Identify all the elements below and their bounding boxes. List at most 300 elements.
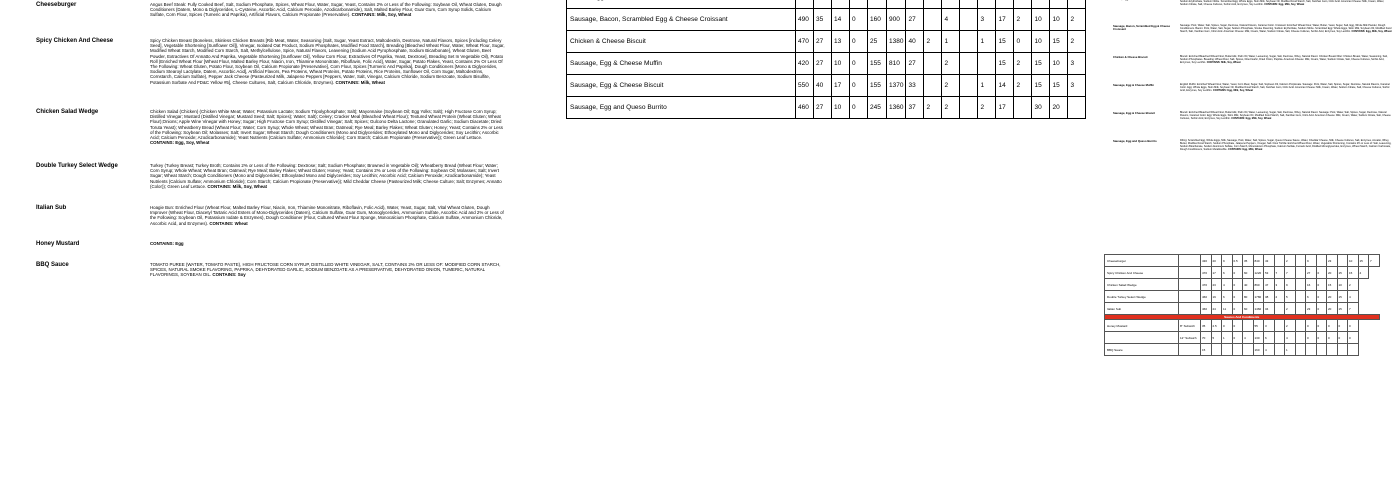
mini-value-cell: 15 xyxy=(1337,267,1348,279)
nutrition-value-cell xyxy=(996,0,1014,9)
nutrition-value-cell xyxy=(924,53,942,75)
mini-value-cell: 5 xyxy=(1211,332,1222,344)
nutrition-value-cell xyxy=(868,0,887,9)
nutrition-value-cell: 27 xyxy=(814,31,832,53)
nutrition-value-cell: 2 xyxy=(1068,31,1086,53)
mini-value-cell: 1 xyxy=(1222,332,1233,344)
mini-value-cell: 4 xyxy=(1222,279,1233,291)
nutrition-value-cell xyxy=(1068,0,1086,9)
mini-value-cell: 2 xyxy=(1274,291,1285,303)
mini-value-cell xyxy=(1295,255,1306,267)
mini-value-cell: 1 xyxy=(1285,344,1296,356)
mini-item-name: Italian Sub xyxy=(1105,303,1179,315)
nutrition-value-cell: 155 xyxy=(868,53,887,75)
nutrition-row xyxy=(567,97,1086,119)
nutrition-row xyxy=(567,0,1086,9)
mini-value-cell: 16 xyxy=(1306,279,1317,291)
nutrition-value-cell: 14 xyxy=(996,75,1014,97)
mini-value-cell: 0 xyxy=(1232,303,1243,315)
ingredient-text: Hoagie Bun: Enriched Flour (Wheat Flour, Malted Barley Flour, Niacin, Iron, Thiamine Mononitrate, Riboflavin, Folic Acid), Water, Yeast, Sugar, Salt, Vital Wheat Gluten, Dough Improver (Wheat Flour, Diacetyl Tartaric Acid Esters of Mono-Diglycerides (Datem), Calcium Sulfate, Guar Gum, Monoglycerides, Ammonium Sulfate, Ascorbic Acid and 2% or Less of the Following: Soybean Oil, Potassium Iodate & Enzymes), Dough Conditioner (Flour, Cultured Wheat Flour Sponge, Monocalcium Phosphate, Calcium Sulfate, Ammonium Chloride, Ascorbic Acid, and Enzymes). CONTAINS: Wheat xyxy=(150,205,504,226)
mini-nutrition-row xyxy=(1105,291,1380,303)
nutrition-value-cell xyxy=(906,0,924,9)
nutrition-value-cell: 35 xyxy=(814,9,832,31)
ingredient-text: Biscuit: Enriched Bleached Wheat Flour, Buttermilk, Palm Oil, Water, Leavening, Sugar, Salt, Dextrose, Whey, Natural Flavor. Chicken Breast Fillet: Chicken Breast, Water, Seasoning, Salt, Sodium Phosphates. Breading: Wheat Flour, Salt, Spices, Dried Garlic, Dried Onion, Paprika. American Cheese: Milk, Cream, Water, Sodium Citrate, Salt, Cheese Cultures, Sorbic Acid, Enzymes, Soy Lecithin. CONTAINS: Milk, Soy, Wheat xyxy=(1180,55,1388,64)
mini-value-cell: 0.5 xyxy=(1232,255,1243,267)
mini-value-cell: 7 xyxy=(1348,303,1359,315)
breakfast-ingredient-row xyxy=(1113,0,1393,18)
nutrition-value-cell: 900 xyxy=(887,9,906,31)
mini-value-cell: 1780 xyxy=(1253,291,1264,303)
ingredient-list xyxy=(0,0,510,500)
nutrition-value-cell xyxy=(1014,0,1032,9)
mini-value-cell: 23 xyxy=(1211,279,1222,291)
mini-value-cell: 7 xyxy=(1274,267,1285,279)
nutrition-value-cell: 470 xyxy=(796,31,814,53)
nutrition-value-cell: 15 xyxy=(1032,75,1050,97)
nutrition-value-cell xyxy=(978,0,996,9)
ingredient-text: English Muffin: Enriched Wheat Flour, Water, Yeast, Corn Meal, Sugar, Salt, Soybean Oil, Calcium Propionate. Sausage: Pork, Water, Salt, Spices, Sugar, Dextrose, Natural Flavors, Caramel Color. Egg: Whole Eggs, Skim Milk, Soybean Oil, Modified Food Starch, Salt, Xanthan Gum, Citric Acid. American Cheese: Milk, Cream, Water, Sodium Citrate, Salt, Cheese Cultures, Sorbic Acid, Enzymes, Soy Lecithin. CONTAINS: Egg, Milk, Soy, Wheat xyxy=(1180,83,1390,92)
mini-value-cell xyxy=(1274,303,1285,315)
nutrition-value-cell: 10 xyxy=(1032,9,1050,31)
mini-value-cell: 0 xyxy=(1316,320,1327,332)
item-name: Honey Mustard xyxy=(36,241,80,247)
nutrition-item-name: Sausage, Egg & Cheese Muffin xyxy=(567,53,796,75)
mini-value-cell: 0 xyxy=(1232,332,1243,344)
mini-item-name: Chicken Salad Wedge xyxy=(1105,279,1179,291)
mini-value-cell: 70 xyxy=(1201,332,1212,344)
nutrition-value-cell: 1380 xyxy=(887,31,906,53)
nutrition-value-cell: 1 xyxy=(978,75,996,97)
nutrition-table xyxy=(566,0,1086,119)
mini-value-cell xyxy=(1295,320,1306,332)
nutrition-value-cell: 37 xyxy=(906,97,924,119)
mini-value-cell: 2 xyxy=(1348,279,1359,291)
nutrition-value-cell: 15 xyxy=(996,31,1014,53)
mini-value-cell xyxy=(1316,344,1327,356)
ingredient-text xyxy=(150,241,505,246)
mini-value-cell: 9 xyxy=(1285,279,1296,291)
nutrition-value-cell: 17 xyxy=(832,75,850,97)
mini-nutrition-row xyxy=(1105,303,1380,315)
mini-item-name: Spicy Chicken And Cheese xyxy=(1105,267,1179,279)
nutrition-value-cell xyxy=(960,9,978,31)
mini-serving-size: 12" Subwich xyxy=(1179,332,1201,344)
ingredient-text: Angus Beef Steak: Fully Cooked Beef, Salt, Sodium Phosphate, Spices, Wheat Flour, Water, Sugar, Yeast, Contains 2% or Less of the Following: Soybean Oil, Wheat Gluten, Dough Conditioners (Datem, Mono & Diglycerides, L-Cysteine, Ascorbic Acid, Calcium Peroxide, Azodicarbonamide), Salt, Malted Barley Flour, Guar Gum, Corn Syrup Solids, Calcium Sulfate, Corn Flour, Spices (Tumeric and Paprika), Artificial Flavors, Calcium Propionate (Preservative). CONTAINS: Milk, Soy, Wheat xyxy=(150,2,502,18)
mini-value-cell: 0 xyxy=(1316,279,1327,291)
ingredient-row-spicy-chicken xyxy=(0,38,510,102)
mini-value-cell: 2 xyxy=(1285,320,1296,332)
mini-value-cell: 11 xyxy=(1222,303,1233,315)
allergen-statement: CONTAINS: Milk, Soy, Wheat xyxy=(207,183,267,189)
mini-value-cell: 0 xyxy=(1232,291,1243,303)
nutrition-value-cell xyxy=(1068,97,1086,119)
nutrition-value-cell xyxy=(924,9,942,31)
mini-nutrition-row xyxy=(1105,332,1380,344)
mini-value-cell xyxy=(1211,344,1222,356)
nutrition-value-cell: 10 xyxy=(1050,9,1068,31)
mini-value-cell: 6 xyxy=(1264,332,1275,344)
mini-value-cell: 0 xyxy=(1306,332,1317,344)
nutrition-value-cell: 40 xyxy=(906,31,924,53)
mini-value-cell: 0 xyxy=(1337,332,1348,344)
mini-value-cell: 23 xyxy=(1306,303,1317,315)
mini-nutrition-row xyxy=(1105,344,1380,356)
mini-value-cell: 0 xyxy=(1222,320,1233,332)
ingredient-text: Spicy Chicken Breast (Boneless, Skinless Chicken Breasts [Rib Meat, Water, Seasoning {Salt, Sugar, Yeast Extract, Maltodextrin, Dextrose, Natural Flavors, Spices [including Celery Seed], Vegetable Shortening [Sunflower Oil]}, Vinegar, Isolated Oat Product, Sodium Phosphates, Modified Food Starch], Breading [Bleached Wheat Flour, Water, Wheat Flour, Sugar, Modified Wheat Starch, Modified Corn Starch, Salt, Methylcellulose, Spice, Natural Flavors, Leavening {Sodium Acid Pyrophosphate, Sodium Bicarbonate}, Wheat Gluten, Beet Powder, Extractives Of Annatto And Paprika, Vegetable Shortening [Sunflower Oil], Yellow Corn Flour, Extractives Of Paprika, Yeast, Dextrose], Breading Set In Vegetable Oil), Potato Roll (Enriched Wheat Flour [Wheat Flour, Malted Barley Flour, Niacin, Iron, Thiamine Mononitrate, Riboflavin, Folic Acid], Water, Sugar, Potato Flakes, Yeast, Contains 2% Or Less Of The Following: Wheat Gluten, Potato Flour, Soybean Oil, Calcium Propionate [Preservative], Corn Flour, Spices [Turmeric And Paprika], Dough Conditioners [Mono & Diglycerides, Sodium Stearoyl Lactylate, Datem, Ascorbic Acid], Artificial Flavors, Pea Proteins, Wheat Proteins, Potato Proteins, Rice Proteins, Sunflower Oil, Corn Sugar, Maltodextrins, Cornstarch, Calcium Sulfate), Pepper Jack Cheese (Pasteurized Milk, Jalapeno Peppers [Peppers, Water, Salt, Vinegar, Calcium Chloride, Sodium Benzoate, Sodium Bisulfite, Potassium Sorbate And FD&C Yellow #5], Cheese Cultures, Salt, Calcium Chloride, Enzymes). CONTAINS: Milk, Wheat xyxy=(150,38,505,85)
nutrition-value-cell: 2 xyxy=(978,97,996,119)
mini-value-cell: 20 xyxy=(1327,303,1338,315)
item-name: Double Turkey Select Wedge xyxy=(36,163,118,169)
nutrition-value-cell: 160 xyxy=(868,9,887,31)
mini-value-cell: 80 xyxy=(1243,291,1254,303)
allergen-statement: CONTAINS: Egg, Milk, Wheat xyxy=(1228,147,1263,151)
nutrition-value-cell: 17 xyxy=(996,97,1014,119)
nutrition-value-cell: 2 xyxy=(1068,9,1086,31)
mini-value-cell: 840 xyxy=(1253,255,1264,267)
mini-value-cell: 0 xyxy=(1232,267,1243,279)
nutrition-value-cell xyxy=(1032,0,1050,9)
mini-value-cell: 6 xyxy=(1222,291,1233,303)
mini-value-cell: 20 xyxy=(1327,291,1338,303)
nutrition-value-cell xyxy=(1014,97,1032,119)
mini-value-cell: 23 xyxy=(1327,255,1338,267)
item-name: Italian Sub xyxy=(36,205,67,211)
ingredient-row-cheeseburger xyxy=(0,2,510,32)
ingredient-text: Turkey (Turkey Breast; Turkey Broth; Contains 2% or Less of the Following: Dextrose; Salt; Sodium Phosphate; Browned in Vegetable Oil); Wheatberry Bread (Wheat Flour; Water; Corn Syrup; Whole Wheat; Wheat Bran; Oatmeal; Rye Meal; Barley Flakes; Wheat Gluten; Honey; Yeast; Contains 2% or Less of the Following: Soybean Oil; Molasses; Salt; Invert Sugar; Wheat Starch; Dough Conditioners (Mono and Diglycerides; Ethoxylated Mono and Diglycerides; Soy Lecithin; Ascorbic Acid; Calcium Peroxide; Azodicarbonamide); Yeast Nutrients (Calcium Sulfate; Ammonium Chloride); Corn Starch; Calcium Propionate (Preservative)); Mild Cheddar Cheese (Pasteurized Milk; Cheese Culture; Salt; Enzymes; Annatto (Color)); Green Leaf Lettuce. CONTAINS: Milk, Soy, Wheat xyxy=(150,163,502,189)
nutrition-value-cell: 30 xyxy=(1032,97,1050,119)
mini-value-cell xyxy=(1306,344,1317,356)
ingredient-row-chicken-salad xyxy=(0,109,510,151)
nutrition-value-cell: 27 xyxy=(814,53,832,75)
allergen-statement: CONTAINS: Egg, Milk, Soy, Wheat xyxy=(1351,29,1392,33)
mini-serving-size xyxy=(1179,255,1201,267)
mini-value-cell: 24 xyxy=(1211,303,1222,315)
mini-value-cell: 4 xyxy=(1358,267,1369,279)
nutrition-value-cell xyxy=(1050,0,1068,9)
nutrition-value-cell: 25 xyxy=(868,31,887,53)
allergen-statement: CONTAINS: Egg, Milk, Soy, Wheat xyxy=(1264,2,1305,6)
allergen-statement: CONTAINS: Egg xyxy=(150,241,184,246)
mini-value-cell xyxy=(1222,344,1233,356)
ingredient-text: Biscuit: Enriched Bleached Wheat Flour, Buttermilk, Palm Oil, Water, Leavening, Sugar, Salt, Dextrose, Whey, Natural Flavor. Sausage: Pork, Water, Salt, Spices, Sugar, Dextrose, Natural Flavors, Caramel Color. Egg: Whole Eggs, Skim Milk, Soybean Oil, Modified Food Starch, Salt, Xanthan Gum, Citric Acid. American Cheese: Milk, Cream, Water, Sodium Citrate, Salt, Cheese Cultures, Sorbic Acid, Enzymes, Soy Lecithin. CONTAINS: Egg, Milk, Soy, Wheat xyxy=(1180,111,1391,120)
mini-value-cell: 0 xyxy=(1327,332,1338,344)
mini-nutrition-row xyxy=(1105,255,1380,267)
ingredient-row-honey-mustard xyxy=(0,241,510,251)
mini-nutrition-table xyxy=(1104,254,1380,356)
nutrition-value-cell xyxy=(850,0,868,9)
nutrition-value-cell: 10 xyxy=(1032,31,1050,53)
nutrition-value-cell: 2 xyxy=(924,31,942,53)
mini-serving-size xyxy=(1179,291,1201,303)
ingredient-row-bbq-sauce xyxy=(0,262,510,280)
breakfast-ingredient-row xyxy=(1113,56,1393,74)
nutrition-value-cell: 490 xyxy=(796,9,814,31)
nutrition-value-cell: 27 xyxy=(906,53,924,75)
item-name: Chicken & Cheese Biscuit xyxy=(1113,55,1148,59)
mini-value-cell: 53 xyxy=(1264,267,1275,279)
nutrition-value-cell: 0 xyxy=(1014,31,1032,53)
nutrition-value-cell: 20 xyxy=(1050,97,1068,119)
mini-value-cell xyxy=(1295,303,1306,315)
nutrition-value-cell: 3 xyxy=(1068,53,1086,75)
mini-value-cell: 60 xyxy=(1243,267,1254,279)
mini-value-cell: 0 xyxy=(1316,291,1327,303)
nutrition-row xyxy=(567,9,1086,31)
mini-value-cell xyxy=(1232,344,1243,356)
mini-item-name xyxy=(1105,332,1179,344)
mini-value-cell xyxy=(1243,320,1254,332)
mini-value-cell: 6 xyxy=(1306,291,1317,303)
mini-value-cell: 460 xyxy=(1201,291,1212,303)
mini-value-cell xyxy=(1316,255,1327,267)
nutrition-value-cell: 15 xyxy=(1032,53,1050,75)
nutrition-value-cell: 40 xyxy=(814,75,832,97)
nutrition-value-cell: 550 xyxy=(796,75,814,97)
mini-value-cell: 3 xyxy=(1274,279,1285,291)
mini-value-cell: 0 xyxy=(1337,320,1348,332)
ingredient-row-italian-sub xyxy=(0,205,510,229)
nutrition-value-cell: 420 xyxy=(796,53,814,75)
nutrition-value-cell xyxy=(960,53,978,75)
mini-value-cell xyxy=(1295,344,1306,356)
item-name xyxy=(1113,0,1173,1)
mini-value-cell xyxy=(1295,291,1306,303)
nutrition-value-cell: 1 xyxy=(978,31,996,53)
mini-value-cell: 4 xyxy=(1243,332,1254,344)
nutrition-value-cell: 2 xyxy=(1014,75,1032,97)
nutrition-value-cell: 1 xyxy=(942,31,960,53)
mini-value-cell xyxy=(1274,320,1285,332)
mini-item-name: BBQ Sauce xyxy=(1105,344,1179,356)
mini-nutrition-row xyxy=(1105,267,1380,279)
mini-value-cell xyxy=(1337,344,1348,356)
mini-value-cell: 47 xyxy=(1264,279,1275,291)
nutrition-value-cell: 14 xyxy=(832,9,850,31)
mini-serving-size xyxy=(1179,267,1201,279)
mini-value-cell: 27 xyxy=(1306,267,1317,279)
mini-value-cell: 130 xyxy=(1253,332,1264,344)
nutrition-row xyxy=(567,53,1086,75)
nutrition-value-cell: 33 xyxy=(906,75,924,97)
mini-value-cell: 0 xyxy=(1327,320,1338,332)
mini-value-cell: 35 xyxy=(1243,255,1254,267)
nutrition-value-cell: 27 xyxy=(906,9,924,31)
mini-value-cell: 2 xyxy=(1285,303,1296,315)
nutrition-value-cell: 2 xyxy=(924,97,942,119)
allergen-statement: CONTAINS: Egg, Milk, Soy, Wheat xyxy=(1212,88,1254,92)
mini-value-cell: 9 xyxy=(1306,255,1317,267)
nutrition-value-cell: 10 xyxy=(1050,53,1068,75)
mini-value-cell: 0 xyxy=(1348,332,1359,344)
nutrition-value-cell xyxy=(887,0,906,9)
section-header-label: Sauces And Condiments xyxy=(1105,315,1380,320)
nutrition-value-cell: 2 xyxy=(1014,9,1032,31)
nutrition-value-cell: 810 xyxy=(887,53,906,75)
mini-value-cell: 15 xyxy=(1327,279,1338,291)
nutrition-row xyxy=(567,31,1086,53)
nutrition-value-cell: 27 xyxy=(814,97,832,119)
mini-value-cell: 15 xyxy=(1348,267,1359,279)
mini-value-cell xyxy=(1348,344,1359,356)
allergen-statement: CONTAINS: Milk, Wheat xyxy=(335,79,385,85)
mini-value-cell: 0 xyxy=(1306,320,1317,332)
mini-value-cell: 7 xyxy=(1285,267,1296,279)
mini-value-cell: 38 xyxy=(1264,291,1275,303)
nutrition-value-cell xyxy=(960,97,978,119)
mini-value-cell: 15 xyxy=(1201,344,1212,356)
mini-value-cell: 460 xyxy=(1201,303,1212,315)
nutrition-value-cell: 15 xyxy=(1050,75,1068,97)
mini-value-cell xyxy=(1243,344,1254,356)
item-name: Sausage, Egg and Queso Burrito xyxy=(1113,139,1157,143)
mini-item-name: Double Turkey Select Wedge xyxy=(1105,291,1179,303)
mini-value-cell: 9 xyxy=(1222,255,1233,267)
nutrition-value-cell: 13 xyxy=(832,31,850,53)
nutrition-value-cell: 2 xyxy=(942,97,960,119)
nutrition-value-cell: 245 xyxy=(868,97,887,119)
item-name: Chicken Salad Wedge xyxy=(36,109,99,115)
mini-value-cell: 470 xyxy=(1201,279,1212,291)
nutrition-value-cell: 15 xyxy=(1050,31,1068,53)
mini-value-cell: 4 xyxy=(1285,332,1296,344)
mini-value-cell xyxy=(1337,255,1348,267)
nutrition-item-name: Sausage, Egg & Cheese Biscuit xyxy=(567,75,796,97)
nutrition-value-cell xyxy=(924,75,942,97)
allergen-statement: CONTAINS: Milk, Soy, Wheat xyxy=(351,12,412,18)
nutrition-value-cell: 15 xyxy=(996,53,1014,75)
mini-value-cell: 0 xyxy=(1232,279,1243,291)
mini-value-cell: 1460 xyxy=(1253,303,1264,315)
nutrition-value-cell: 0 xyxy=(850,75,868,97)
mini-value-cell: 43 xyxy=(1264,255,1275,267)
mini-value-cell: 4 xyxy=(1264,344,1275,356)
nutrition-row xyxy=(567,75,1086,97)
nutrition-item-name: Sausage, Egg and Queso Burrito xyxy=(567,97,796,119)
mini-value-cell: 1220 xyxy=(1253,267,1264,279)
mini-value-cell: 19 xyxy=(1211,291,1222,303)
mini-value-cell xyxy=(1295,332,1306,344)
mini-value-cell: 0 xyxy=(1316,267,1327,279)
nutrition-value-cell: 17 xyxy=(996,9,1014,31)
mini-value-cell: 4 xyxy=(1348,291,1359,303)
ingredient-text: TOMATO PUREE (WATER, TOMATO PASTE), HIGH FRUCTOSE CORN SYRUP, DISTILLED WHITE VINEGAR, SALT, CONTAINS 2% OR LESS OF: MODIFIED CORN STARCH, SPICES, NATURAL SMOKE FLAVORING, PAPRIKA, DEHYDRATED GARLIC, SODIUM BENZOATE AS A PRESERVATIVE, DEHYDRATED ONION, TUMERIC, NATURAL FLAVORINGS, SOYBEAN OIL. CONTAINS: Soy xyxy=(150,262,501,278)
item-name: Sausage, Bacon, Scrambled Egg & Cheese Croissant xyxy=(1113,24,1171,32)
mini-value-cell: 60 xyxy=(1243,303,1254,315)
nutrition-value-cell: 2 xyxy=(1014,53,1032,75)
mini-nutrition-row xyxy=(1105,279,1380,291)
mini-value-cell: 34 xyxy=(1264,303,1275,315)
mini-value-cell: 470 xyxy=(1201,267,1212,279)
mini-serving-size xyxy=(1179,279,1201,291)
mini-value-cell: 0 xyxy=(1316,332,1327,344)
mini-value-cell xyxy=(1274,255,1285,267)
ingredient-text: Chicken Salad (Chicken) (Chicken White Meat; Water; Potassium Lactate; Sodium Tripolyphosphate; Salt); Mayonnaise (Soybean Oil; Egg Yolks; Salt); High Fructose Corn Syrup; Distilled Vinegar; Mustard (Distilled Vinegar; Mustard Seed; Salt; Spices); Water; Salt); Celery; Cracker Meal (Bleached Wheat Flour); Textured Wheat Protein (Wheat Gluten; Wheat Flour);Onions; Apple Wine Vinegar with Honey; Sugar; High Fructose Corn Syrup; Distilled Vinegar; Salt; Spices; Gulcono Delta Lactone; Granulated Garlic; Sodium Diacetate; Dried Toruta Yeast); Wheatberry Bread (Wheat Flour; Water; Corn Syrup; Whole Wheat; Wheat Bran; Oatmeal; Rye Meal; Barley Flakes; Wheat Gluten; Honey; Yeast; Contains 2% or Less of the Following: Soybean Oil; Molasses; Salt; Invert Sugar; Wheat Starch; Dough Conditioners (Mono and Diglycerides; Ethoxylated Mono and Diglycerides; Soy Lecithin; Ascorbic Acid; Calcium Peroxide; Azodicarbonamide); Yeast Nutrients (Calcium Sulfate; Ammonium Chloride); Corn Starch; Calcium Propionate (Preservative)); Green Leaf Lettuce. CONTAINS: Egg, Soy, Wheat xyxy=(150,109,503,146)
item-name: Spicy Chicken And Cheese xyxy=(36,38,114,44)
nutrition-value-cell xyxy=(942,0,960,9)
nutrition-value-cell xyxy=(796,0,814,9)
nutrition-value-cell: 155 xyxy=(868,75,887,97)
item-name: Sausage, Egg & Cheese Muffin xyxy=(1113,83,1155,87)
mini-value-cell: 40 xyxy=(1243,279,1254,291)
mini-value-cell: 20 xyxy=(1211,255,1222,267)
mini-value-cell: 15 xyxy=(1337,303,1348,315)
mini-value-cell: 0 xyxy=(1348,320,1359,332)
mini-value-cell: 5 xyxy=(1285,291,1296,303)
mini-value-cell xyxy=(1327,344,1338,356)
nutrition-value-cell xyxy=(832,0,850,9)
nutrition-value-cell: 10 xyxy=(832,97,850,119)
mini-value-cell: 430 xyxy=(1201,255,1212,267)
breakfast-ingredient-row xyxy=(1113,84,1393,102)
ingredient-text: Sausage: Pork, Water, Salt, Spices, Sugar, Dextrose, Natural Flavors, Caramel Color. Croissant: Enriched Wheat Flour, Water, Butter, Yeast, Sugar, Salt, Egg, Whole Milk Powder, Dough Conditioners. Bacon: Pork, Water, Salt, Sugar, Sodium Phosphate, Smoke Flavoring, Sodium Erythorbate, Sodium Nitrite. Scrambled Egg: Whole Eggs, Skim Milk, Soybean Oil, Modified Food Starch, Salt, Xanthan Gum, Citric Acid. American Cheese: Milk, Cream, Water, Sodium Citrate, Salt, Cheese Cultures, Sorbic Acid, Enzymes, Soy Lecithin. CONTAINS: Egg, Milk, Soy, Wheat xyxy=(1180,24,1392,33)
mini-value-cell: 2 xyxy=(1285,255,1296,267)
nutrition-value-cell xyxy=(814,0,832,9)
allergen-statement: CONTAINS: Soy xyxy=(212,272,246,278)
mini-value-cell: 20 xyxy=(1327,267,1338,279)
mini-value-cell: 0 xyxy=(1316,303,1327,315)
nutrition-value-cell: 460 xyxy=(796,97,814,119)
mini-value-cell xyxy=(1295,279,1306,291)
mini-value-cell: 160 xyxy=(1253,344,1264,356)
nutrition-value-cell: 0 xyxy=(850,53,868,75)
mini-serving-size xyxy=(1179,344,1201,356)
nutrition-value-cell xyxy=(960,75,978,97)
mini-value-cell: 15 xyxy=(1358,255,1369,267)
nutrition-value-cell: 4 xyxy=(942,9,960,31)
mini-value-cell: 890 xyxy=(1253,279,1264,291)
ingredient-text: Sodium Erythorbate, Sodium Nitrite. Scrambled Egg: Whole Eggs, Skim Milk, Soybean Oil, Modified Food Starch, Salt, Xanthan Gum, Citric Acid. American Cheese: Milk, Cream, Water, Sodium Citrate, Salt, Cheese Cultures, Sorbic Acid, Enzymes, Soy Lecithin. CONTAINS: Egg, Milk, Soy, Wheat xyxy=(1180,0,1385,6)
mini-serving-size xyxy=(1179,303,1201,315)
nutrition-value-cell xyxy=(924,0,942,9)
nutrition-item-name: Sausage, Bacon, Scrambled Egg & Cheese Croissant xyxy=(567,9,796,31)
mini-value-cell xyxy=(1274,332,1285,344)
mini-item-name: Honey Mustard xyxy=(1105,320,1179,332)
item-name: BBQ Sauce xyxy=(36,262,69,268)
mini-value-cell: 55 xyxy=(1253,320,1264,332)
nutrition-value-cell xyxy=(978,53,996,75)
item-name: Sausage, Egg & Cheese Biscuit xyxy=(1113,111,1155,115)
mini-value-cell: 10 xyxy=(1337,279,1348,291)
allergen-statement: CONTAINS: Egg, Milk, Soy, Wheat xyxy=(1231,116,1272,120)
breakfast-ingredient-row xyxy=(1113,112,1393,132)
mini-value-cell: 15 xyxy=(1337,291,1348,303)
mini-value-cell: 35 xyxy=(1201,320,1212,332)
mini-value-cell: 2.5 xyxy=(1211,320,1222,332)
nutrition-value-cell: 1370 xyxy=(887,75,906,97)
mini-value-cell xyxy=(1274,344,1285,356)
nutrition-item-name: Chicken & Cheese Biscuit xyxy=(567,31,796,53)
nutrition-item-name xyxy=(567,0,796,9)
nutrition-value-cell xyxy=(960,0,978,9)
mini-value-cell: 0 xyxy=(1232,320,1243,332)
allergen-statement: CONTAINS: Wheat xyxy=(209,220,248,226)
nutrition-value-cell: 0 xyxy=(850,31,868,53)
mini-value-cell: 3 xyxy=(1264,320,1275,332)
allergen-statement: CONTAINS: Milk, Soy, Wheat xyxy=(1206,60,1241,64)
mini-value-cell: 10 xyxy=(1348,255,1359,267)
mini-serving-size: 8" Subwich xyxy=(1179,320,1201,332)
ingredient-text: Filling: Scrambled Egg, Whole Eggs, Milk, Sausage, Pork, Water, Salt, Spices, Sugar, Queso Cheese Sauce, Water, Cheddar Cheese, Milk, Cheese Cultures, Salt, Enzymes, Annatto, Whey, Butter, Modified Food Starch, Sodium Phosphate, Jalapeno Peppers, Vinegar, Salt. Flour Tortilla: Enriched Wheat Flour, Water, Vegetable Shortening, Contains 2% or Less of: Salt, Leavening, Sodium Bicarbonate, Sodium Aluminum Sulfate, Corn Starch, Monocalcium Phosphate, Calcium Sulfate, Fumaric Acid, Distilled Monoglycerides, Enzymes, Wheat Starch, Calcium Carbonate, Dough Conditioners, Sodium Metabisulfite. CONTAINS: Egg, Milk, Wheat xyxy=(1180,139,1392,151)
mini-item-name: Cheeseburger xyxy=(1105,255,1179,267)
nutrition-value-cell: 0 xyxy=(850,97,868,119)
mini-value-cell: 17 xyxy=(1211,267,1222,279)
mini-value-cell: 7 xyxy=(1369,255,1380,267)
nutrition-value-cell xyxy=(960,31,978,53)
mini-value-cell xyxy=(1295,267,1306,279)
breakfast-ingredient-row xyxy=(1113,25,1393,49)
nutrition-value-cell: 3 xyxy=(978,9,996,31)
nutrition-value-cell: 1360 xyxy=(887,97,906,119)
